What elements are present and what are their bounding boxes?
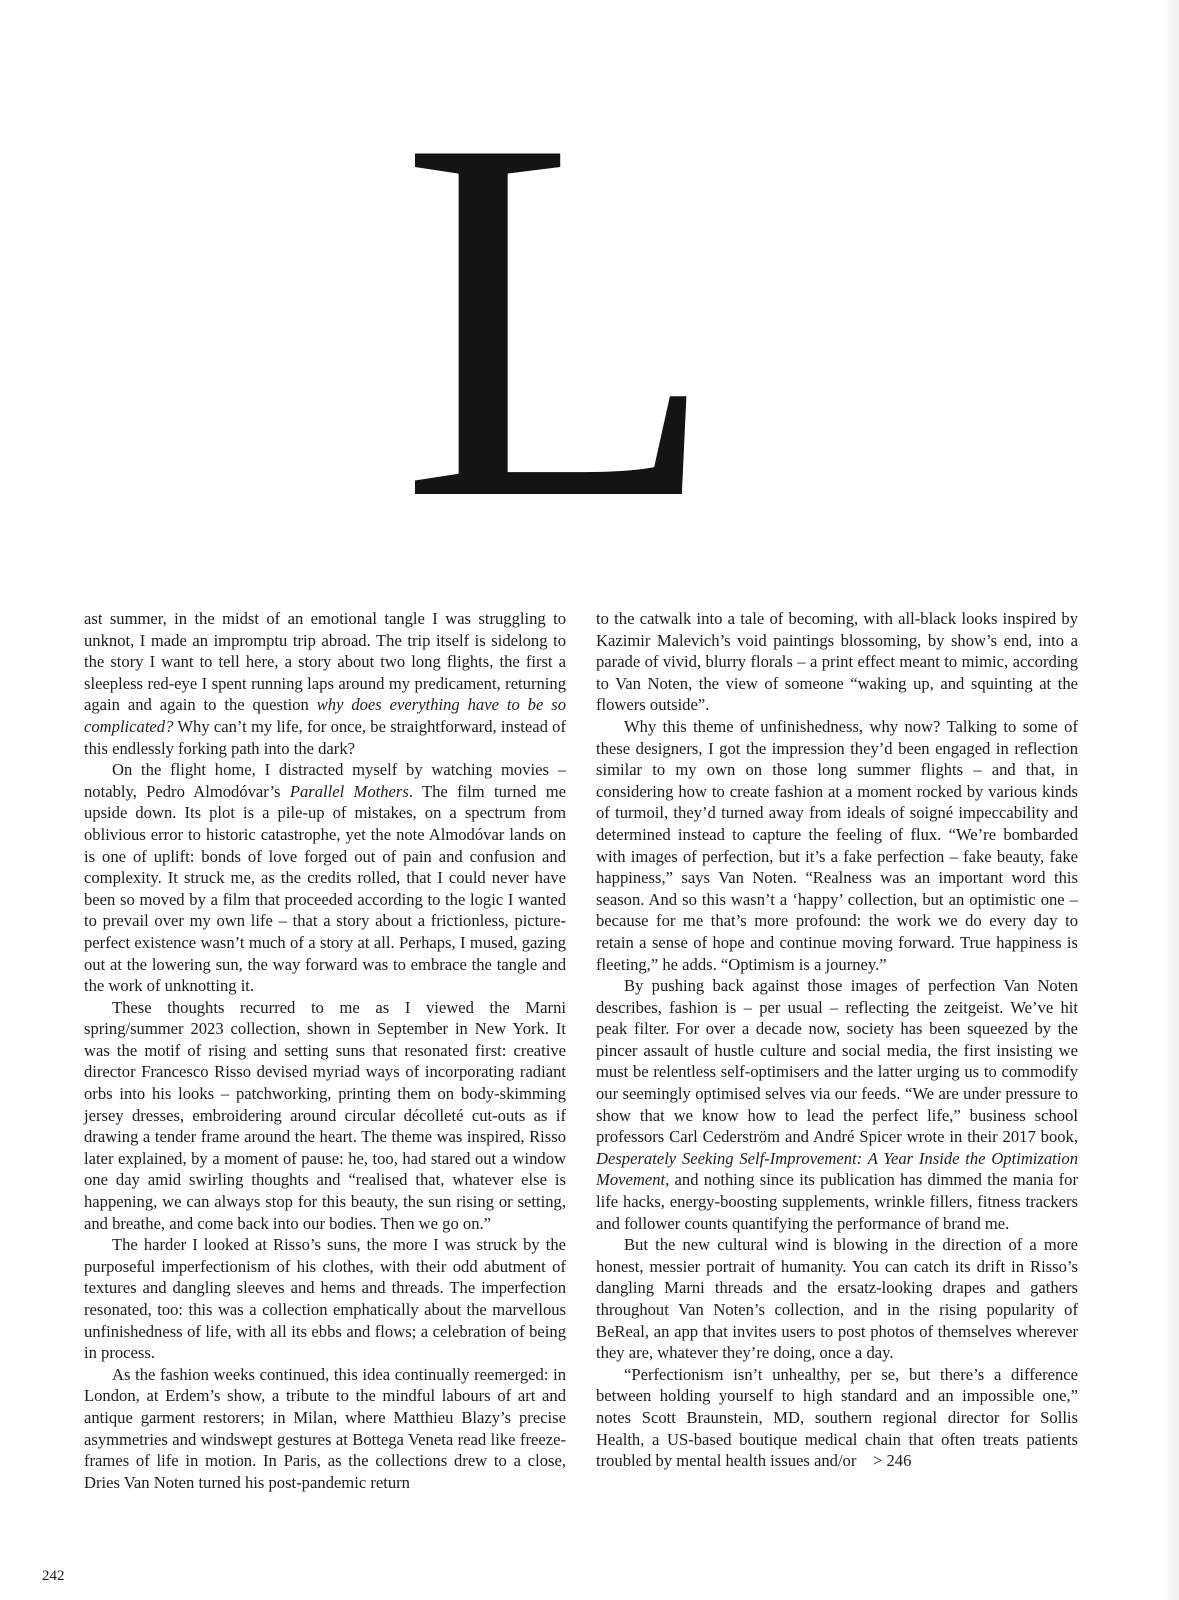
page-number: 242 (42, 1568, 65, 1584)
right-column (596, 608, 1078, 1472)
paragraph: These thoughts recurred to me as I viewed the Marni spring/summer 2023 collection, shown in September in New York. It was the motif of rising and setting suns that resonated first: creative director Francesco Risso devised myriad ways of incorporating radiant orbs into his looks – patchworking, printing them on body-skimming jersey dresses, embroidering around circular décolleté cut-outs as if drawing a tender frame around the heart. The theme was inspired, Risso later explained, by a moment of pause: he, too, had stared out a window one day amid swirling thoughts and “realised that, whatever else is happening, we can always stop for this beauty, the sun rising or setting, and breathe, and come back into our bodies. Then we go on.” (84, 997, 566, 1233)
page-edge-shadow (1161, 0, 1179, 1600)
paragraph: On the flight home, I distracted myself by watching movies – notably, Pedro Almodóvar’s Parallel Mothers. The film turned me upside down. Its plot is a pile-up of mistakes, on a spectrum from oblivious error to historic catastrophe, yet the note Almodóvar lands on is one of uplift: bonds of love forged out of pain and confusion and complexity. It struck me, as the credits rolled, that I could never have been so moved by a film that proceeded according to the logic I wanted to prevail over my own life – that a story about a frictionless, picture-perfect existence wasn’t much of a story at all. Perhaps, I mused, gazing out at the lowering sun, the way forward was to embrace the tangle and the work of unknotting it. (84, 760, 566, 996)
continued-marker: > 246 (872, 1451, 912, 1471)
drop-cap: L (400, 32, 718, 607)
left-column (84, 608, 566, 1493)
paragraph: Why this theme of unfinishedness, why now? Talking to some of these designers, I got the impression they’d been engaged in reflection similar to my own on those long summer flights – and that, in considering how to create fashion at a moment rocked by various kinds of turmoil, they’d turned away from ideals of soigné impeccability and determined instead to capture the feeling of flux. “We’re bombarded with images of perfection, but it’s a fake perfection – fake beauty, fake happiness,” says Van Noten. “Realness was an important word this season. And so this wasn’t a ‘happy’ collection, but an optimistic one – because for me that’s more profound: the work we do every day to retain a sense of hope and continue moving forward. True happiness is fleeting,” he adds. “Optimism is a journey.” (596, 716, 1078, 974)
paragraph: The harder I looked at Risso’s suns, the more I was struck by the purposeful imperfectionism of his clothes, with their odd abutment of textures and dangling sleeves and hems and threads. The imperfection resonated, too: this was a collection emphatically about the marvellous unfinishedness of life, with all its ebbs and flows; a celebration of being in process. (84, 1235, 566, 1363)
paragraph: By pushing back against those images of perfection Van Noten describes, fashion is – per usual – reflecting the zeitgeist. We’ve hit peak filter. For over a decade now, society has been squeezed by the pincer assault of hustle culture and social media, the first insisting we must be relentless self-optimisers and the latter urging us to commodify our seemingly optimised selves via our feeds. “We are under pressure to show that we know how to lead the perfect life,” business school professors Carl Cederström and André Spicer wrote in their 2017 book, Desperately Seeking Self-Improvement: A Year Inside the Optimization Movement, and nothing since its publication has dimmed the mania for life hacks, energy-boosting supplements, wrinkle fillers, fitness trackers and follower counts quantifying the performance of brand me. (596, 976, 1078, 1233)
paragraph: to the catwalk into a tale of becoming, with all-black looks inspired by Kazimir Malevich’s void paintings blossoming, by show’s end, into a parade of vivid, blurry florals – a print effect meant to mimic, according to Van Noten, the view of someone “waking up, and squinting at the flowers outside”. (596, 609, 1078, 715)
paragraph: “Perfectionism isn’t unhealthy, per se, but there’s a difference between holding yourself to high standard and an impossible one,” notes Scott Braunstein, MD, southern regional director for Sollis Health, a US-based boutique medical chain that often treats patients troubled by mental health issues and/or > 246 (596, 1364, 1078, 1471)
paragraph: ast summer, in the midst of an emotional tangle I was struggling to unknot, I made an impromptu trip abroad. The trip itself is sidelong to the story I want to tell here, a story about two long flights, the first a sleepless red-eye I spent running laps around my predicament, returning again and again to the question why does everything have to be so complicated? Why can’t my life, for once, be straightforward, instead of this endlessly forking path into the dark? (84, 609, 566, 758)
paragraph: As the fashion weeks continued, this idea continually reemerged: in London, at Erdem’s show, a tribute to the mindful labours of art and antique garment restorers; in Milan, where Matthieu Blazy’s precise asymmetries and windswept gestures at Bottega Veneta read like freeze-frames of life in motion. In Paris, as the collections drew to a close, Dries Van Noten turned his post-pandemic return (84, 1364, 566, 1492)
paragraph: But the new cultural wind is blowing in the direction of a more honest, messier portrait of humanity. You can catch its drift in Risso’s dangling Marni threads and the ersatz-looking drapes and gathers throughout Van Noten’s collection, and in the rising popularity of BeReal, an app that invites users to post photos of themselves wherever they are, whatever they’re doing, once a day. (596, 1235, 1078, 1363)
